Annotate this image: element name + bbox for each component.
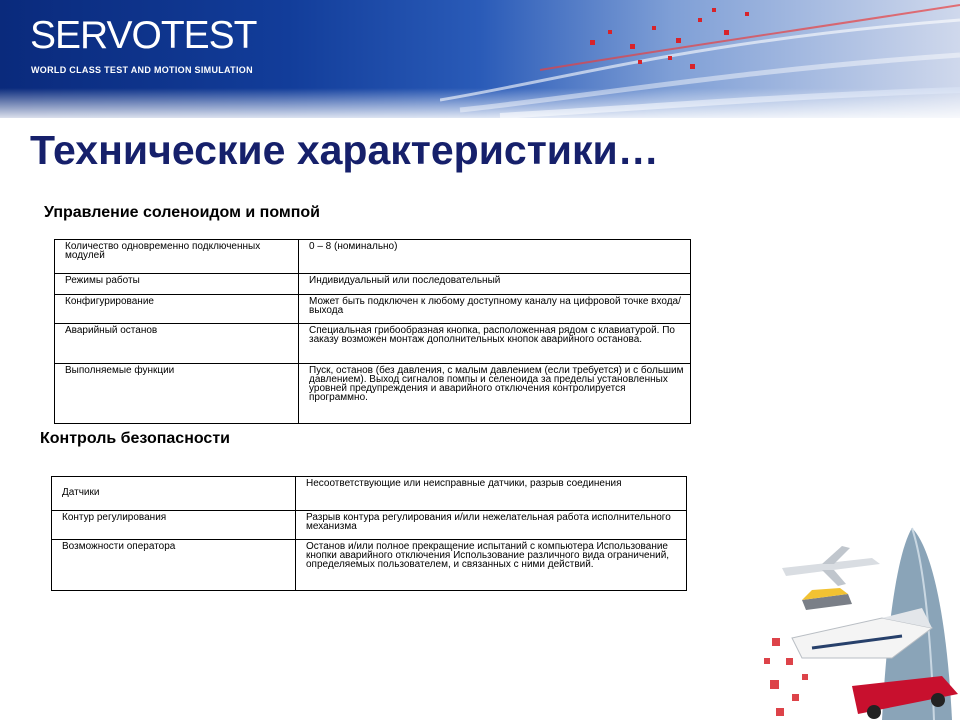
section-heading-safety: Контроль безопасности [40,430,230,447]
table-row [55,240,691,274]
table-row [55,324,691,364]
table-row [52,511,687,540]
row-label: Возможности оператора [52,540,296,591]
page-title: Технические характеристики… [30,127,659,173]
servotest-logo: SERVOTEST [30,14,257,57]
row-label: Контур регулирования [52,511,296,540]
row-value: Разрыв контура регулирования и/или нежелательная работа исполнительного механизма [296,511,687,540]
table-row [55,295,691,324]
row-value: Пуск, останов (без давления, с малым давлением (если требуется) и с большим давлением). Выход сигналов помпы и селеноида за пределы установленных уровней предупреждения и аварийного отключения контролируется программно. [299,364,691,424]
row-label: Режимы работы [55,274,299,295]
row-value: Специальная грибообразная кнопка, расположенная рядом с клавиатурой. По заказу возможен монтаж дополнительных кнопок аварийного останова. [299,324,691,364]
row-label: Конфигурирование [55,295,299,324]
row-value: Может быть подключен к любому доступному каналу на цифровой точке входа/выхода [299,295,691,324]
table-row [52,477,687,511]
table-row [52,540,687,591]
table-row [55,364,691,424]
row-value: Индивидуальный или последовательный [299,274,691,295]
row-label: Выполняемые функции [55,364,299,424]
row-value: 0 – 8 (номинально) [299,240,691,274]
row-label: Количество одновременно подключенных модулей [55,240,299,274]
header-banner [0,0,960,118]
row-label: Аварийный останов [55,324,299,364]
solenoid-pump-table [54,239,691,424]
row-value: Останов и/или полное прекращение испытаний с компьютера Использование кнопки аварийного отключения Использование различного вида ограничений, определяемых пользователем, и связанных с ними действий. [296,540,687,591]
logo-tagline: WORLD CLASS TEST AND MOTION SIMULATION [31,65,253,75]
table-row [55,274,691,295]
section-heading-solenoid: Управление соленоидом и помпой [44,204,321,221]
row-label: Датчики [52,477,296,511]
row-value: Несоответствующие или неисправные датчики, разрыв соединения [296,477,687,511]
vehicles-collage-graphic [762,518,960,720]
header-glow [0,88,960,118]
safety-control-table [51,476,687,591]
